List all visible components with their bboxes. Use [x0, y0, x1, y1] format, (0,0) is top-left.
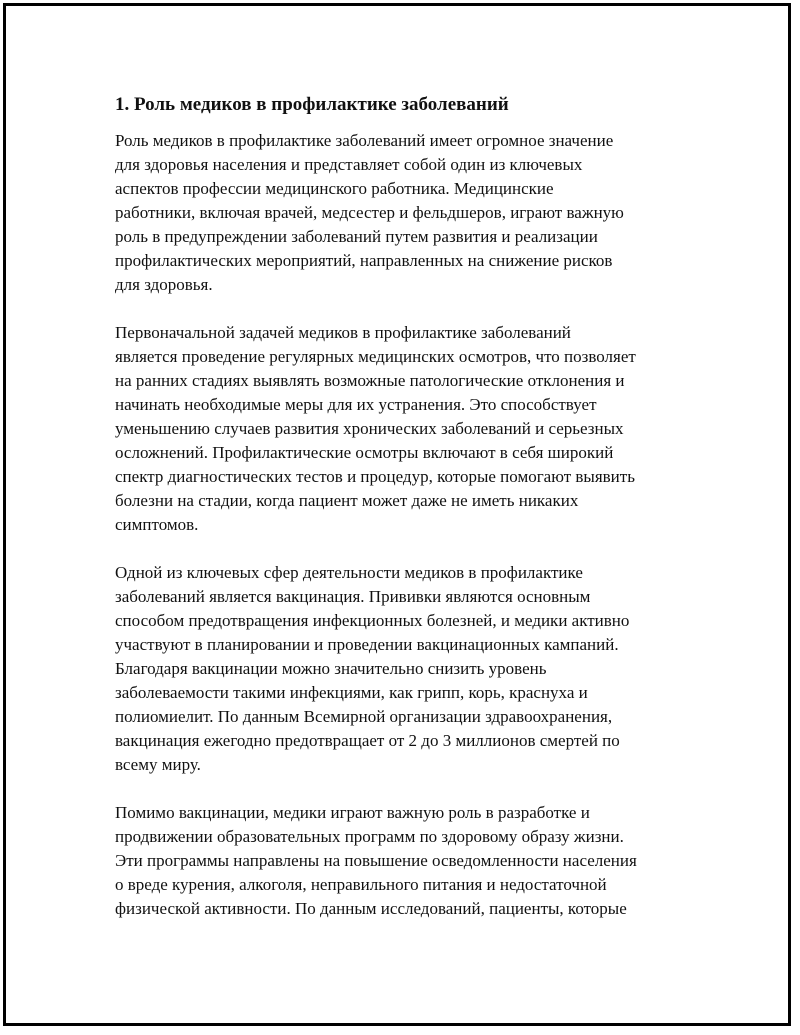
text-line: заболеваемости такими инфекциями, как грипп, корь, краснуха и: [115, 683, 588, 702]
text-line: симптомов.: [115, 515, 199, 534]
text-line: спектр диагностических тестов и процедур, которые помогают выявить: [115, 467, 635, 486]
text-line: на ранних стадиях выявлять возможные патологические отклонения и: [115, 371, 625, 390]
paragraph-1: [115, 129, 695, 297]
text-line: всему миру.: [115, 755, 201, 774]
paragraph-2: [115, 321, 695, 537]
text-line: осложнений. Профилактические осмотры включают в себя широкий: [115, 443, 614, 462]
text-line: для здоровья населения и представляет собой один из ключевых: [115, 155, 583, 174]
text-line: уменьшению случаев развития хронических заболеваний и серьезных: [115, 419, 624, 438]
text-line: Первоначальной задачей медиков в профилактике заболеваний: [115, 323, 571, 342]
text-line: для здоровья.: [115, 275, 213, 294]
text-line: Помимо вакцинации, медики играют важную роль в разработке и: [115, 803, 590, 822]
text-line: продвижении образовательных программ по здоровому образу жизни.: [115, 827, 624, 846]
text-line: профилактических мероприятий, направленных на снижение рисков: [115, 251, 613, 270]
text-line: начинать необходимые меры для их устранения. Это способствует: [115, 395, 597, 414]
text-line: Эти программы направлены на повышение осведомленности населения: [115, 851, 637, 870]
text-line: физической активности. По данным исследований, пациенты, которые: [115, 899, 627, 918]
text-line: полиомиелит. По данным Всемирной организации здравоохранения,: [115, 707, 613, 726]
text-line: Благодаря вакцинации можно значительно снизить уровень: [115, 659, 547, 678]
text-line: аспектов профессии медицинского работника. Медицинские: [115, 179, 554, 198]
text-line: заболеваний является вакцинация. Прививки являются основным: [115, 587, 591, 606]
text-line: Одной из ключевых сфер деятельности медиков в профилактике: [115, 563, 583, 582]
text-line: работники, включая врачей, медсестер и фельдшеров, играют важную: [115, 203, 624, 222]
paragraph-4: [115, 801, 695, 921]
text-line: о вреде курения, алкоголя, неправильного питания и недостаточной: [115, 875, 607, 894]
text-line: Роль медиков в профилактике заболеваний имеет огромное значение: [115, 131, 614, 150]
text-line: болезни на стадии, когда пациент может даже не иметь никаких: [115, 491, 579, 510]
text-line: способом предотвращения инфекционных болезней, и медики активно: [115, 611, 630, 630]
text-line: вакцинация ежегодно предотвращает от 2 до 3 миллионов смертей по: [115, 731, 620, 750]
text-line: роль в предупреждении заболеваний путем развития и реализации: [115, 227, 598, 246]
paragraph-3: [115, 561, 695, 777]
text-line: является проведение регулярных медицинских осмотров, что позволяет: [115, 347, 636, 366]
text-line: участвуют в планировании и проведении вакцинационных кампаний.: [115, 635, 619, 654]
section-heading: 1. Роль медиков в профилактике заболеваний: [115, 94, 509, 115]
document-body: [115, 93, 695, 945]
